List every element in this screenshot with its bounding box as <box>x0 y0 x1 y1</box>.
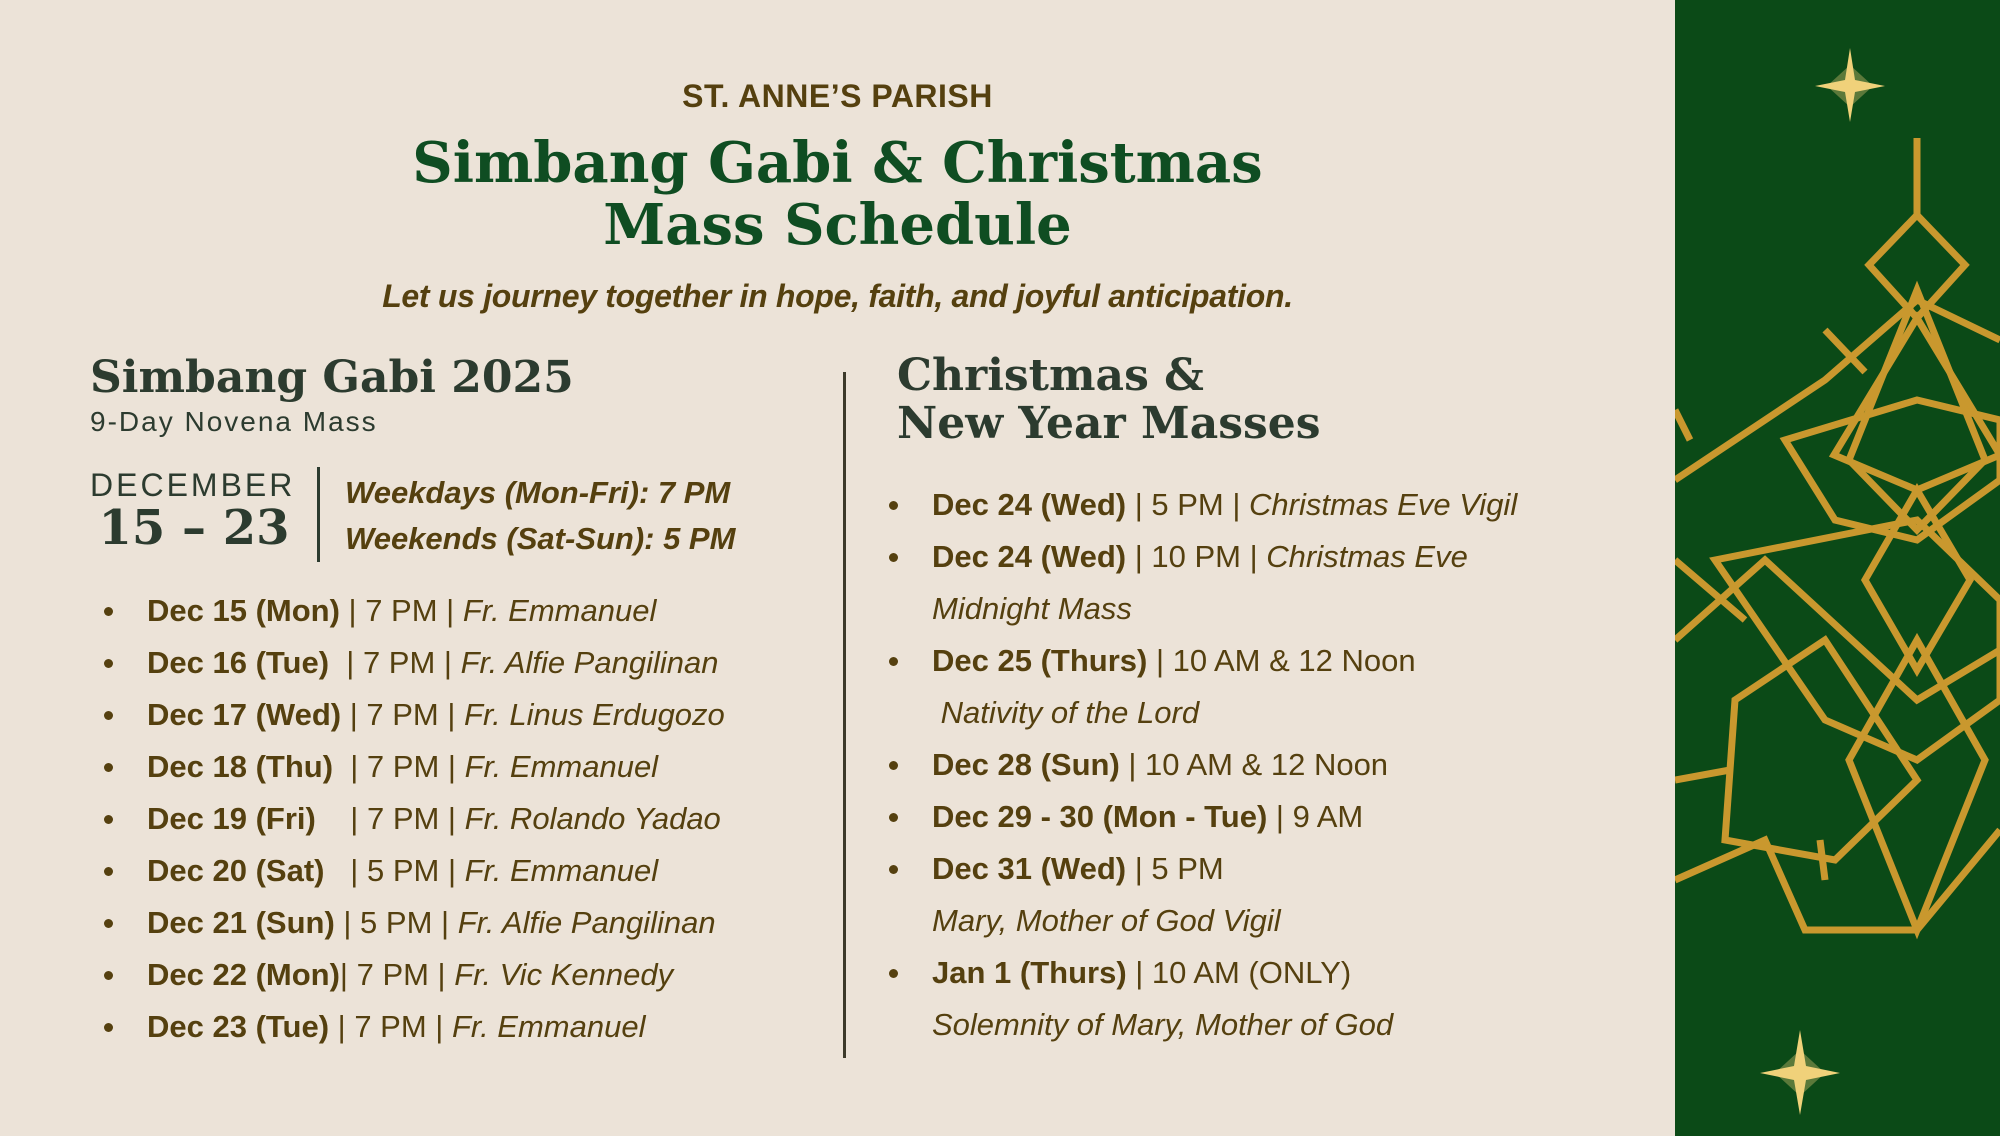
bullet-icon <box>104 971 113 980</box>
bullet-icon <box>889 553 898 562</box>
mass-note: Christmas Eve <box>1266 539 1468 574</box>
mass-note-line-2: Mary, Mother of God Vigil <box>932 903 1281 938</box>
mass-time: | 10 AM & 12 Noon <box>1119 747 1389 782</box>
mass-time: | 5 PM <box>1126 851 1224 886</box>
mass-date: Dec 19 (Fri) <box>147 801 316 836</box>
mass-date: Dec 23 (Tue) <box>147 1009 330 1044</box>
mass-celebrant: Fr. Vic Kennedy <box>454 957 674 992</box>
mass-date: Dec 17 (Wed) <box>147 697 342 732</box>
mass-date: Dec 21 (Sun) <box>147 905 335 940</box>
mass-date: Dec 24 (Wed) <box>932 487 1127 522</box>
mass-celebrant: Fr. Alfie Pangilinan <box>457 905 716 940</box>
mass-celebrant: Fr. Linus Erdugozo <box>464 697 725 732</box>
christmas-heading <box>897 352 1321 448</box>
bullet-icon <box>104 659 113 668</box>
mass-date: Jan 1 (Thurs) <box>932 955 1127 990</box>
mass-time: | 7 PM | <box>339 593 463 628</box>
bullet-icon <box>889 865 898 874</box>
mass-date: Dec 15 (Mon) <box>147 593 340 628</box>
bullet-icon <box>889 501 898 510</box>
mass-celebrant: Fr. Emmanuel <box>462 593 657 628</box>
mass-time: | 7 PM | <box>339 957 455 992</box>
christmas-mass-item <box>885 531 1517 635</box>
mass-note: Christmas Eve Vigil <box>1249 487 1518 522</box>
simbang-gabi-item <box>100 637 725 689</box>
simbang-gabi-list <box>100 585 725 1053</box>
christmas-mass-list <box>885 479 1517 1051</box>
christmas-mass-item <box>885 739 1517 791</box>
mass-celebrant: Fr. Rolando Yadao <box>464 801 721 836</box>
weekend-hours: Weekends (Sat-Sun): 5 PM <box>345 521 736 556</box>
simbang-gabi-item <box>100 585 725 637</box>
simbang-gabi-item <box>100 1001 725 1053</box>
mass-note-line-2: Nativity of the Lord <box>932 695 1200 730</box>
simbang-gabi-item <box>100 689 725 741</box>
mass-time: | 9 AM <box>1267 799 1364 834</box>
bullet-icon <box>889 761 898 770</box>
mass-time: | 5 PM | <box>1126 487 1250 522</box>
mass-time: | 5 PM | <box>334 905 458 940</box>
mass-time: | 7 PM | <box>329 1009 452 1044</box>
date-range: 15 – 23 <box>98 500 290 556</box>
mass-date: Dec 31 (Wed) <box>932 851 1127 886</box>
novena-subheading: 9-Day Novena Mass <box>90 406 378 437</box>
title-line-2: Mass Schedule <box>603 192 1072 258</box>
parol-lantern-icon <box>1675 0 2000 1136</box>
date-month: DECEMBER <box>90 467 296 503</box>
mass-hours <box>345 470 735 562</box>
bullet-icon <box>104 867 113 876</box>
bullet-icon <box>104 607 113 616</box>
mass-note-line-2: Midnight Mass <box>932 591 1132 626</box>
simbang-gabi-item <box>100 741 725 793</box>
mass-time: | 7 PM | <box>333 749 465 784</box>
page-title <box>0 132 1675 256</box>
bullet-icon <box>889 813 898 822</box>
mass-time: | 7 PM | <box>341 697 465 732</box>
mass-date: Dec 16 (Tue) <box>147 645 330 680</box>
mass-date: Dec 22 (Mon) <box>147 957 340 992</box>
simbang-gabi-heading: Simbang Gabi 2025 <box>90 352 574 403</box>
decorative-panel <box>1675 0 2000 1136</box>
mass-celebrant: Fr. Emmanuel <box>451 1009 646 1044</box>
mass-date: Dec 18 (Thu) <box>147 749 334 784</box>
mass-time: | 10 PM | <box>1126 539 1267 574</box>
mass-note-line-2: Solemnity of Mary, Mother of God <box>932 1007 1394 1042</box>
mass-date: Dec 29 - 30 (Mon - Tue) <box>932 799 1268 834</box>
mass-date: Dec 24 (Wed) <box>932 539 1127 574</box>
christmas-mass-item <box>885 843 1517 947</box>
parish-name: ST. ANNE’S PARISH <box>682 78 993 114</box>
bullet-icon <box>104 919 113 928</box>
christmas-mass-item <box>885 791 1517 843</box>
date-divider <box>317 467 320 562</box>
mass-celebrant: Fr. Alfie Pangilinan <box>460 645 719 680</box>
christmas-mass-item <box>885 479 1517 531</box>
christmas-heading-line-1: Christmas & <box>897 350 1204 401</box>
mass-celebrant: Fr. Emmanuel <box>464 749 659 784</box>
mass-celebrant: Fr. Emmanuel <box>464 853 659 888</box>
christmas-heading-line-2: New Year Masses <box>897 398 1321 449</box>
christmas-mass-item <box>885 947 1517 1051</box>
tagline: Let us journey together in hope, faith, and joyful anticipation. <box>382 278 1293 314</box>
bullet-icon <box>104 711 113 720</box>
simbang-gabi-item <box>100 845 725 897</box>
mass-date: Dec 20 (Sat) <box>147 853 325 888</box>
simbang-gabi-item <box>100 949 725 1001</box>
mass-time: | 7 PM | <box>315 801 465 836</box>
simbang-gabi-item <box>100 793 725 845</box>
column-divider <box>843 372 846 1058</box>
bullet-icon <box>889 969 898 978</box>
mass-time: | 5 PM | <box>324 853 465 888</box>
christmas-mass-item <box>885 635 1517 739</box>
mass-time: | 10 AM & 12 Noon <box>1147 643 1416 678</box>
simbang-gabi-item <box>100 897 725 949</box>
bullet-icon <box>104 763 113 772</box>
mass-date: Dec 28 (Sun) <box>932 747 1120 782</box>
bullet-icon <box>889 657 898 666</box>
mass-date: Dec 25 (Thurs) <box>932 643 1148 678</box>
mass-time: | 10 AM (ONLY) <box>1126 955 1352 990</box>
weekday-hours: Weekdays (Mon-Fri): 7 PM <box>345 475 731 510</box>
bullet-icon <box>104 1023 113 1032</box>
mass-time: | 7 PM | <box>329 645 461 680</box>
bullet-icon <box>104 815 113 824</box>
title-line-1: Simbang Gabi & Christmas <box>412 130 1263 196</box>
